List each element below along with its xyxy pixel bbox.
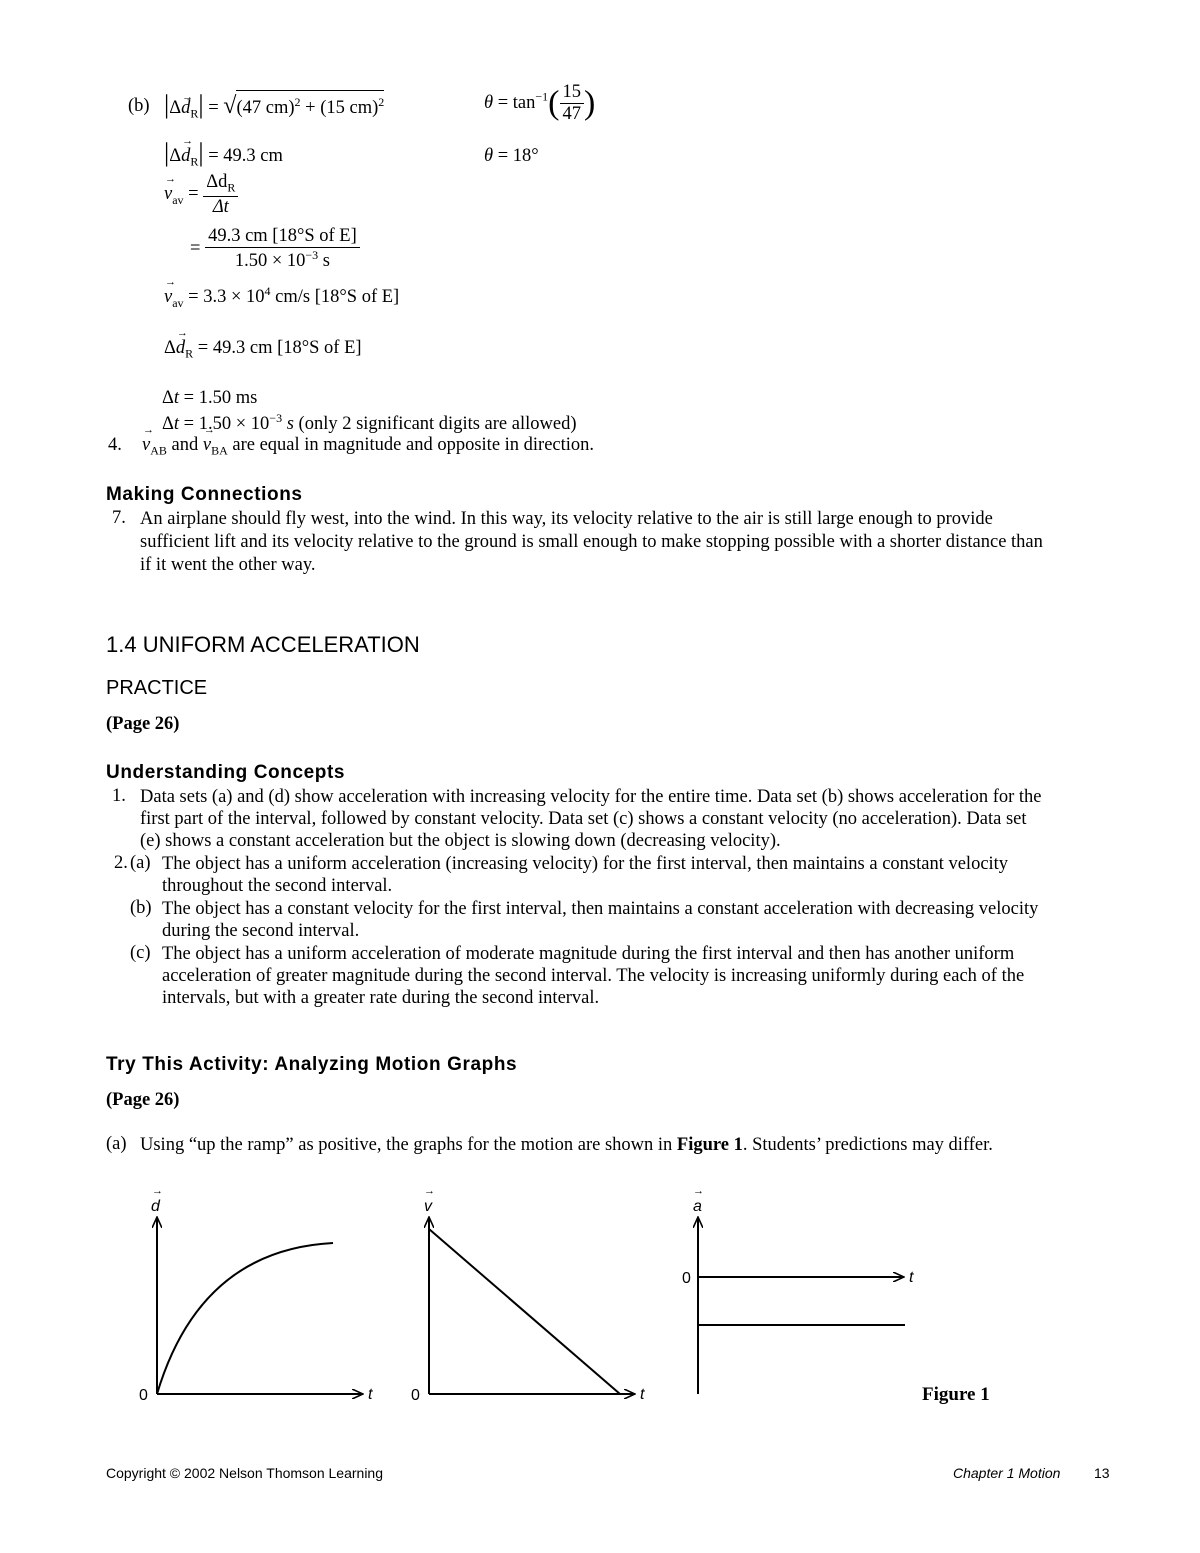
- item-4-text: → $v_{AB}$ and → $v_{BA}$ are equal in magnitude and opposite in direction.: [142, 435, 594, 459]
- graph1-curve: [157, 1243, 333, 1394]
- theta-equation: $\theta = \tan^{-1}$( $\frac{15}{47}$ ): [484, 82, 596, 124]
- mag-result-value: = 49.3 cm: [208, 146, 283, 166]
- activity-a-text-before: Using “up the ramp” as positive, the graphs for the motion are shown in: [140, 1135, 673, 1155]
- item-7-number: 7.: [112, 508, 126, 528]
- mag-term-1: (47 cm): [236, 98, 295, 118]
- mag-term-2: + (15 cm): [305, 98, 379, 118]
- graph1-origin: 0: [139, 1387, 148, 1404]
- item-4-number: 4.: [108, 435, 122, 455]
- dR-result: = 49.3 cm [18°S of E]: [197, 338, 362, 358]
- dt2-unit: s: [286, 414, 294, 435]
- graph2-line: [429, 1229, 620, 1394]
- footer-chapter: Chapter 1 Motion: [953, 1465, 1061, 1481]
- graph3-origin: 0: [682, 1270, 691, 1287]
- graph2-y-label: v: [424, 1198, 432, 1215]
- vav-result-unit: cm/s [18°S of E]: [275, 287, 400, 308]
- understanding-concepts-heading: Understanding Concepts: [106, 762, 346, 783]
- dt2: = 1.50 × 10: [183, 414, 270, 435]
- vav-num2: 49.3 cm [18°S of E]: [205, 226, 360, 248]
- uc-item-2a-line-1: The object has a uniform acceleration (increasing velocity) for the first interval, then maintains a constant velocity: [162, 854, 1009, 874]
- vav-frac-num: Δd: [206, 172, 228, 192]
- activity-a-label: (a): [106, 1134, 127, 1154]
- practice-page-ref: (Page 26): [106, 714, 180, 734]
- displacement-graph: [139, 1185, 373, 1404]
- uc-item-2c-line-3: intervals, but with a greater rate during the second interval.: [162, 988, 600, 1008]
- uc-item-1-line-1: Data sets (a) and (d) show acceleration with increasing velocity for the entire time. Data set (b) shows acceleration for the: [140, 787, 1042, 807]
- figure-caption: Figure 1: [922, 1384, 990, 1405]
- delta-t-ms: Δt = 1.50 ms: [162, 388, 258, 408]
- footer-page-number: 13: [1094, 1465, 1110, 1481]
- graph2-origin: 0: [411, 1387, 420, 1404]
- uc-item-2c-label: (c): [130, 943, 151, 963]
- graph3-x-label: t: [909, 1269, 914, 1286]
- vav-result-exp: 4: [264, 284, 271, 298]
- uc-item-2c-line-2: acceleration of greater magnitude during the second interval. The velocity is increasing uniformly during each of the: [162, 966, 1025, 986]
- vav-result: 3.3 × 10: [203, 287, 265, 308]
- graph1-y-vector-arrow: →: [152, 1185, 163, 1197]
- item-4-body: are equal in magnitude and opposite in direction.: [232, 435, 595, 455]
- displacement-magnitude-equation: $|\Delta\to d_R| = √(47$ cm)$^2$ + (15 cm)$^2$: [164, 88, 384, 122]
- activity-heading: Try This Activity: Analyzing Motion Graphs: [106, 1054, 518, 1075]
- making-connections-heading: Making Connections: [106, 484, 303, 505]
- uc-item-2b-line-2: during the second interval.: [162, 921, 360, 941]
- activity-page-ref: (Page 26): [106, 1090, 180, 1110]
- uc-item-1-number: 1.: [112, 786, 126, 806]
- uc-item-2a-line-2: throughout the second interval.: [162, 876, 393, 896]
- item-7-line-1: An airplane should fly west, into the wind. In this way, its velocity relative to the air is still large enough to provide: [140, 509, 993, 529]
- dt2-exp: −3: [269, 411, 283, 425]
- uc-item-2b-label: (b): [130, 898, 152, 918]
- uc-item-2b-line-1: The object has a constant velocity for the first interval, then maintains a constant acceleration with decreasing velocity: [162, 899, 1039, 919]
- vav-frac-den: Δt: [212, 196, 229, 217]
- delta-t-seconds: $\Delta t = 1.50 \times 10^{-3}$ s (only 2 significant digits are allowed): [162, 411, 577, 435]
- dt2-note: (only 2 significant digits are allowed): [298, 414, 577, 435]
- graph1-x-label: t: [368, 1386, 373, 1403]
- uc-item-2c-line-1: The object has a uniform acceleration of moderate magnitude during the first interval and then has another uniform: [162, 944, 1015, 964]
- item-4-and: and: [171, 435, 199, 455]
- practice-heading: PRACTICE: [106, 677, 208, 699]
- section-title: 1.4 UNIFORM ACCELERATION: [106, 632, 420, 657]
- dt1: = 1.50 ms: [183, 388, 258, 408]
- uc-item-2a-label: (a): [130, 853, 151, 873]
- displacement-magnitude-result: $|\Delta\to d_R| = 49.3$ cm: [164, 138, 283, 170]
- graph2-y-vector-arrow: →: [424, 1185, 435, 1197]
- graph2-x-label: t: [640, 1386, 645, 1403]
- activity-a-figure-ref: Figure 1: [676, 1135, 743, 1155]
- theta-numerator: 15: [560, 82, 585, 104]
- theta-result: θ = 18°: [484, 146, 539, 166]
- theta-denominator: 47: [562, 104, 581, 124]
- item-7-line-2: sufficient lift and its velocity relative to the ground is small enough to make stopping possible with a shorter distance than: [140, 532, 1043, 552]
- average-velocity-substitution: = $\frac{\text{49.3 cm [18°S of E]}}{1.50 \times 10^{-3} s}$: [190, 226, 360, 272]
- graph1-y-label: d: [151, 1198, 160, 1215]
- uc-item-1-line-2: first part of the interval, followed by constant velocity. Data set (c) shows a constant velocity (no acceleration). Data set: [140, 809, 1027, 829]
- vav-den2-exp: −3: [305, 248, 319, 262]
- displacement-result: $\Delta\to d_R = 49.3$ cm [18°S of E]: [164, 338, 362, 362]
- velocity-graph: [411, 1185, 645, 1404]
- average-velocity-definition: → $v_{av}$ = $\frac{\Delta d_R}{\Delta t}$: [164, 172, 238, 218]
- vav-den2: 1.50 × 10: [234, 251, 306, 272]
- theta-result-value: = 18°: [497, 146, 539, 166]
- uc-item-2-number: 2.: [114, 853, 128, 873]
- uc-item-1-line-3: (e) shows a constant acceleration but the object is slowing down (decreasing velocity).: [140, 831, 781, 851]
- vav-den2-unit: s: [322, 251, 330, 272]
- item-7-line-3: if it went the other way.: [140, 555, 316, 575]
- theta-tan: = tan: [497, 92, 536, 113]
- graph3-y-label: a: [693, 1198, 702, 1215]
- part-b-label: (b): [128, 96, 150, 116]
- acceleration-graph: [682, 1185, 914, 1394]
- graph3-y-vector-arrow: →: [693, 1185, 704, 1197]
- average-velocity-result: → $v_{av} = 3.3 \times 10^4$ cm/s [18°S of E]: [164, 284, 399, 311]
- footer-copyright: Copyright © 2002 Nelson Thomson Learning: [106, 1465, 383, 1481]
- activity-a-text-after: . Students’ predictions may differ.: [742, 1135, 993, 1155]
